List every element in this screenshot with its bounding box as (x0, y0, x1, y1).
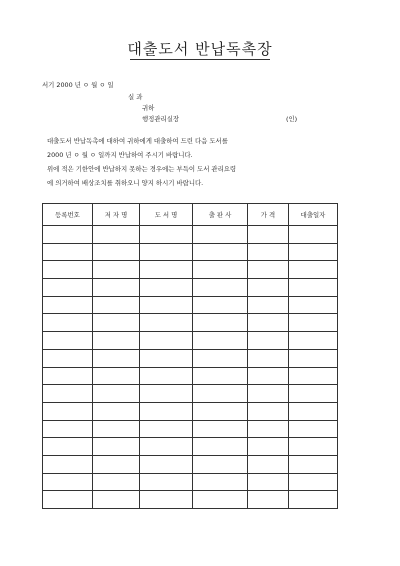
table-cell (193, 243, 248, 261)
table-cell (140, 226, 193, 244)
table-cell (93, 402, 140, 420)
table-cell (140, 243, 193, 261)
col-loan-date: 대출일자 (289, 204, 338, 226)
table-cell (248, 243, 289, 261)
table-cell (193, 473, 248, 491)
table-header-row (43, 204, 338, 226)
table-cell (193, 420, 248, 438)
table-cell (289, 226, 338, 244)
table-cell (289, 367, 338, 385)
table-row (43, 226, 338, 244)
seal-mark: (인) (286, 115, 298, 123)
table-cell (193, 385, 248, 403)
table-cell (43, 226, 93, 244)
table-cell (43, 367, 93, 385)
table-cell (43, 438, 93, 456)
table-cell (140, 491, 193, 509)
body-line-1: 대출도서 반납독촉에 대하여 귀하에게 대출하여 드린 다음 도서를 (47, 137, 228, 145)
table-row (43, 385, 338, 403)
table-cell (43, 420, 93, 438)
table-cell (43, 332, 93, 350)
table-cell (193, 455, 248, 473)
body-line-2: 2000 년 ㅇ 월 ㅇ 일까지 반납하여 주시기 바랍니다. (47, 151, 193, 159)
table-row (43, 261, 338, 279)
table-cell (140, 279, 193, 297)
table-cell (93, 314, 140, 332)
table-cell (93, 261, 140, 279)
table-cell (140, 296, 193, 314)
table-cell (140, 402, 193, 420)
table-row (43, 420, 338, 438)
date-line: 서기 2000 년 ㅇ 월 ㅇ 일 (42, 81, 114, 89)
col-book-title: 도 서 명 (140, 204, 193, 226)
table-row (43, 332, 338, 350)
addressee-label: 귀하 (142, 104, 155, 112)
table-cell (248, 226, 289, 244)
table-cell (248, 349, 289, 367)
table-row (43, 438, 338, 456)
table-cell (289, 385, 338, 403)
table-cell (140, 455, 193, 473)
table-cell (193, 367, 248, 385)
table-cell (248, 279, 289, 297)
table-cell (93, 349, 140, 367)
table-cell (289, 473, 338, 491)
table-cell (248, 332, 289, 350)
table-cell (289, 420, 338, 438)
table-cell (248, 420, 289, 438)
sender-title: 행정관리실장 (142, 115, 180, 123)
table-cell (289, 261, 338, 279)
table-cell (93, 332, 140, 350)
department-line: 실 과 (128, 93, 143, 101)
table-cell (43, 261, 93, 279)
table-cell (43, 473, 93, 491)
table-row (43, 349, 338, 367)
table-cell (248, 473, 289, 491)
table-cell (289, 279, 338, 297)
table-cell (140, 420, 193, 438)
table-cell (193, 279, 248, 297)
table-row (43, 491, 338, 509)
table-cell (248, 261, 289, 279)
table-cell (43, 279, 93, 297)
table-cell (43, 491, 93, 509)
table-cell (43, 402, 93, 420)
table-cell (248, 402, 289, 420)
table-cell (140, 332, 193, 350)
table-cell (193, 491, 248, 509)
table-row (43, 367, 338, 385)
table-cell (140, 314, 193, 332)
table-cell (43, 314, 93, 332)
table-cell (248, 491, 289, 509)
table-cell (248, 314, 289, 332)
col-publisher: 출 판 사 (193, 204, 248, 226)
table-cell (93, 226, 140, 244)
table-cell (193, 438, 248, 456)
table-cell (93, 491, 140, 509)
table-cell (248, 438, 289, 456)
table-cell (248, 367, 289, 385)
table-cell (140, 367, 193, 385)
table-cell (289, 314, 338, 332)
title-underline (130, 59, 270, 60)
table-cell (140, 473, 193, 491)
table-cell (289, 491, 338, 509)
table-cell (193, 314, 248, 332)
table-cell (140, 385, 193, 403)
table-cell (289, 455, 338, 473)
table-cell (93, 296, 140, 314)
table-row (43, 296, 338, 314)
table-row (43, 314, 338, 332)
table-cell (93, 243, 140, 261)
page-title: 대출도서 반납독촉장 (127, 40, 273, 58)
table-cell (248, 455, 289, 473)
table-cell (140, 349, 193, 367)
table-cell (43, 349, 93, 367)
body-line-3: 위에 적은 기한안에 반납하지 못하는 경우에는 부득이 도서 관리요령 (47, 165, 237, 173)
table-cell (289, 296, 338, 314)
table-cell (140, 261, 193, 279)
table-cell (248, 296, 289, 314)
table-cell (93, 473, 140, 491)
table-cell (43, 243, 93, 261)
table-cell (93, 455, 140, 473)
table-cell (93, 438, 140, 456)
table-row (43, 402, 338, 420)
table-cell (289, 402, 338, 420)
table-cell (43, 455, 93, 473)
table-cell (93, 385, 140, 403)
table-cell (193, 261, 248, 279)
table-cell (248, 385, 289, 403)
table-cell (289, 438, 338, 456)
table-row (43, 243, 338, 261)
body-line-4: 에 의거하여 배상조치를 취하오니 양지 하시기 바랍니다. (47, 179, 204, 187)
table-cell (193, 402, 248, 420)
table-cell (289, 349, 338, 367)
table-row (43, 473, 338, 491)
col-price: 가 격 (248, 204, 289, 226)
table-cell (93, 279, 140, 297)
book-list-table (42, 203, 338, 509)
col-registration-number: 등록번호 (43, 204, 93, 226)
table-cell (193, 296, 248, 314)
table-cell (93, 367, 140, 385)
table-cell (140, 438, 193, 456)
table-cell (193, 226, 248, 244)
table-cell (193, 349, 248, 367)
table-cell (43, 385, 93, 403)
table-row (43, 455, 338, 473)
table-cell (43, 296, 93, 314)
table-cell (289, 332, 338, 350)
table-cell (289, 243, 338, 261)
table-cell (193, 332, 248, 350)
table-cell (93, 420, 140, 438)
col-author: 저 자 명 (93, 204, 140, 226)
table-row (43, 279, 338, 297)
